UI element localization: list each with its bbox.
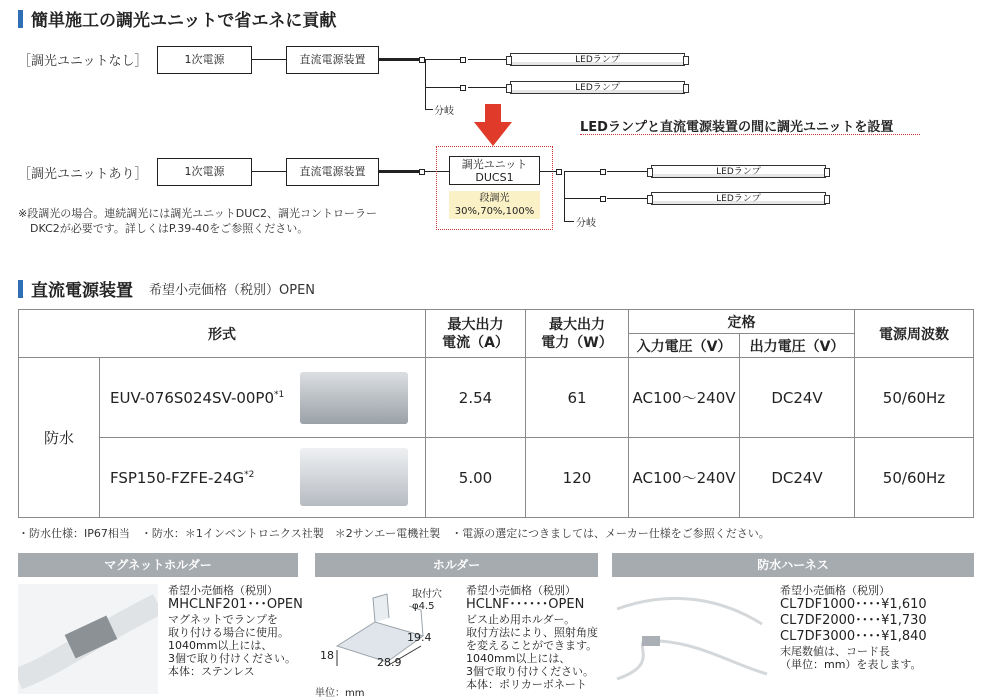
wire [425,109,433,110]
header-rating: 定格 [629,310,855,334]
price-label: 希望小売価格（税別） [466,584,576,597]
model-cell [100,358,426,438]
model-name: FSP150-FZFE-24G [110,468,245,487]
callout-underline [580,134,920,135]
unit-label: 単位：mm [315,688,365,699]
desc-line: ビス止め用ホルダー。 [466,613,576,626]
dim-height: 19.4 [407,631,432,644]
table-row [19,358,974,438]
branch-label: 分岐 [434,106,454,117]
power-cell: 120 [526,438,629,518]
harness-cable-icon [612,584,772,694]
header-frequency: 電源周波数 [855,310,974,358]
primary-power-box: 1次電源 [157,158,252,186]
header-power: 最大出力 電力（W） [526,310,629,358]
wire [425,59,426,109]
dc-supply-box: 直流電源装置 [286,158,379,186]
down-arrow-icon [474,104,512,146]
dimmer-unit-box [449,156,540,185]
desc-line: 本体：ポリカーボネート [466,678,587,691]
section-title-text: 直流電源装置 [31,281,133,301]
power-supply-image [300,448,408,506]
model-price: CL7DF1000････¥1,610 [780,597,927,612]
wire [564,171,600,172]
hole-diameter: φ4.5 [412,601,435,612]
price-note: 希望小売価格（税別）OPEN [149,283,316,298]
step-label: 段調光 [479,193,510,204]
model-price: CL7DF2000････¥1,730 [780,613,927,628]
vin-cell: AC100〜240V [629,358,740,438]
branch-label: 分岐 [576,218,596,229]
wire [468,87,506,88]
price-label: 希望小売価格（税別） [780,584,890,597]
desc-line: （単位：mm）を表します。 [780,658,922,671]
desc-line: マグネットでランプを [168,613,278,626]
vout-cell: DC24V [740,438,855,518]
desc-line: 3個で取り付けください。 [466,665,594,678]
footnote-mark: *2 [244,469,255,480]
current-cell: 5.00 [426,438,526,518]
led-lamp: LEDランプ [651,165,826,178]
wire [607,198,647,199]
wire-thick [379,58,419,61]
vout-cell: DC24V [740,358,855,438]
desc-line: を変えることができます。 [466,639,598,652]
wire [564,171,565,221]
power-cell: 61 [526,358,629,438]
model-price: MHCLNF201･･･OPEN [168,597,303,612]
header-input-voltage: 入力電圧（V） [629,334,740,358]
vin-cell: AC100〜240V [629,438,740,518]
current-cell: 2.54 [426,358,526,438]
dimmer-name: 調光ユニット [461,158,528,171]
desc-line: 取付方法により、照射角度 [466,626,598,639]
dimming-note [18,206,377,236]
category-bar-holder: ホルダー [315,553,598,577]
section-title-dc-supply [18,276,315,301]
connector [600,196,606,202]
row-label-with-dimmer: ［調光ユニットあり］ [18,167,148,182]
power-supply-image [300,372,408,424]
model-name: EUV-076S024SV-00P0 [110,388,275,407]
connector [600,169,606,175]
dc-supply-box: 直流電源装置 [286,46,379,74]
section-title-dimming [18,6,336,31]
freq-cell: 50/60Hz [855,358,974,438]
connector [460,85,466,91]
connector [419,169,425,175]
spec-footnote: ・防水仕様：IP67相当 ・防水：＊1インベントロニクス社製 ＊2サンエー電機社製 ・電源の選定につきましては、メーカー仕様をご参照ください。 [18,527,770,540]
dimmer-model: DUCS1 [475,171,514,184]
price-label: 希望小売価格（税別） [168,584,278,597]
magnet-holder-info [168,584,303,678]
holder-info [466,584,598,691]
dim-width: 28.9 [377,656,402,669]
led-lamp: LEDランプ [651,192,826,205]
model-cell [100,438,426,518]
dim-depth: 18 [320,649,334,662]
magnet-holder-icon [18,584,158,694]
connector [460,57,466,63]
wire [564,221,574,222]
header-output-voltage: 出力電圧（V） [740,334,855,358]
model-price: CL7DF3000････¥1,840 [780,629,927,644]
wire [540,171,556,172]
wire [468,59,506,60]
model-price: HCLNF･･････OPEN [466,597,585,612]
desc-line: 取り付ける場合に使用。 [168,626,289,639]
note-line: ※段調光の場合。連続調光には調光ユニットDUC2、調光コントローラー [18,207,377,220]
accent-bar [18,10,23,28]
desc-line: 1040mm以上には、 [168,639,273,652]
accent-bar [18,280,23,298]
hole-dimension [412,589,442,613]
wire [564,198,600,199]
wire [425,59,460,60]
callout-text: LEDランプと直流電源装置の間に調光ユニットを設置 [580,120,894,135]
desc-line: 本体：ステンレス [168,665,255,678]
harness-info [780,584,927,671]
wire [425,87,460,88]
header-model: 形式 [19,310,426,358]
table-row [19,438,974,518]
desc-line: 末尾数値は、コード長 [780,645,890,658]
freq-cell: 50/60Hz [855,438,974,518]
wire [252,59,286,60]
hole-label: 取付穴 [412,589,442,600]
spec-table [18,309,974,518]
header-current: 最大出力 電流（A） [426,310,526,358]
connector [556,169,562,175]
desc-line: 1040mm以上には、 [466,652,571,665]
wire-thick [379,170,419,173]
magnet-holder-image [18,584,158,694]
section-title-text: 簡単施工の調光ユニットで省エネに貢献 [31,11,337,31]
note-line: DKC2が必要です。詳しくはP.39-40をご参照ください。 [30,222,309,235]
wire [607,171,647,172]
primary-power-box: 1次電源 [157,46,252,74]
footnote-mark: *1 [274,389,285,400]
row-label-without-dimmer: ［調光ユニットなし］ [18,54,148,69]
step-values: 30%,70%,100% [454,206,535,217]
desc-line: 3個で取り付けください。 [168,652,296,665]
led-lamp: LEDランプ [510,53,685,66]
step-dimming-badge [449,191,540,219]
wire [252,171,286,172]
harness-image [612,584,772,694]
category-bar-harness: 防水ハーネス [612,553,974,577]
category-cell: 防水 [19,358,100,518]
led-lamp: LEDランプ [510,81,685,94]
category-bar-magnet-holder: マグネットホルダー [18,553,298,577]
